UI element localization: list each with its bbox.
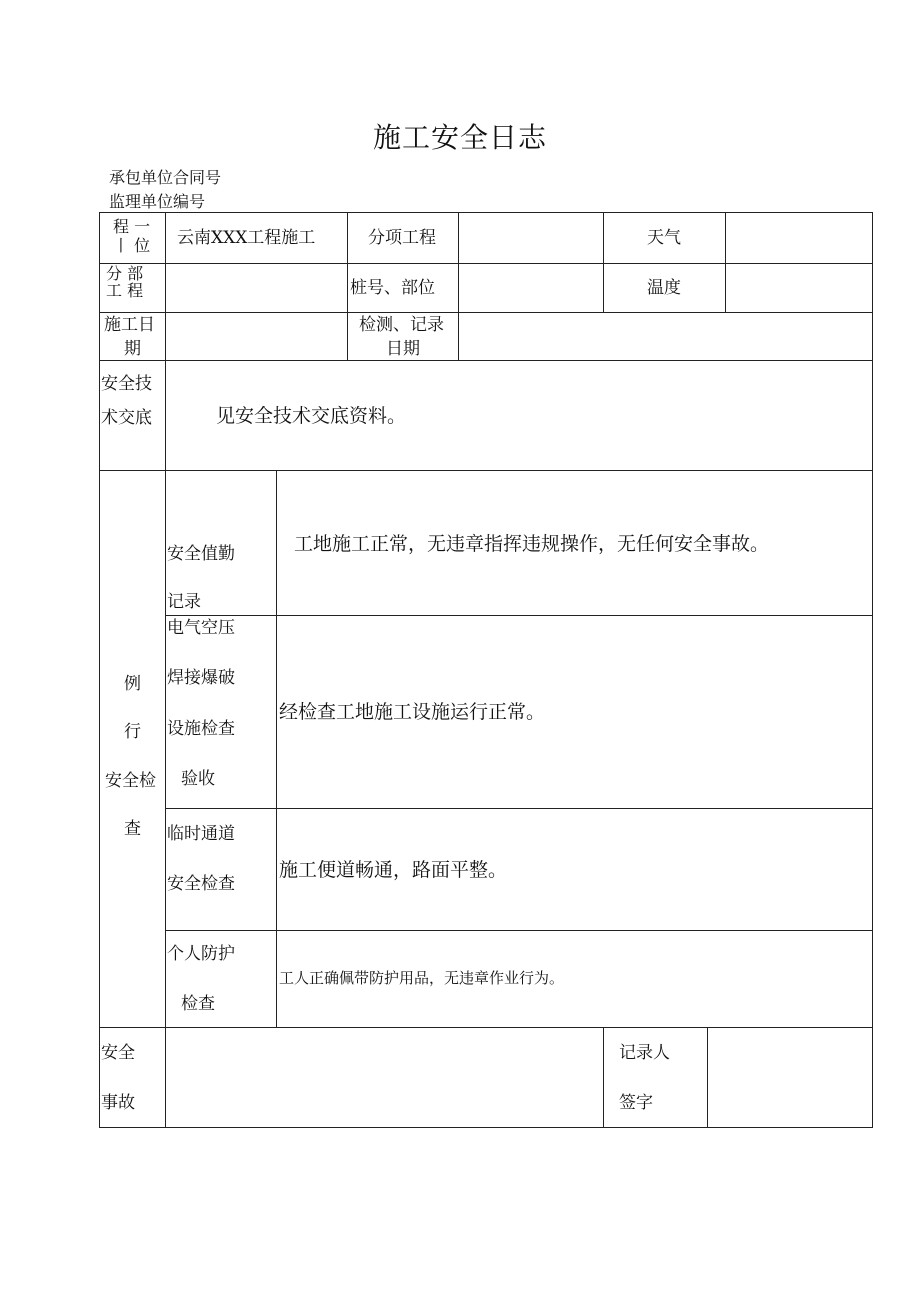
station-label: 桩号、部位 xyxy=(350,278,435,298)
rule-routine-end xyxy=(99,1027,873,1028)
date-label-top: 施工日 xyxy=(104,315,155,335)
rule-col2 xyxy=(347,212,348,361)
inspect-label-top: 检测、记录 xyxy=(359,315,444,335)
disclosure-label-top: 安全技 xyxy=(101,374,152,394)
rule-row1 xyxy=(99,263,873,264)
routine-label-1: 例 xyxy=(124,674,141,694)
unit-label-top: 程 一 xyxy=(113,217,151,236)
rule-accident-2 xyxy=(707,1027,708,1128)
routine-label-2: 行 xyxy=(124,722,141,742)
passage-content: 施工便道畅通，路面平整。 xyxy=(279,859,508,881)
equipment-label-1: 电气空压 xyxy=(167,618,235,638)
rule-routine-3 xyxy=(165,930,873,931)
duty-record-content: 工地施工正常，无违章指挥违规操作，无任何安全事故。 xyxy=(294,533,770,555)
rule-col1 xyxy=(165,212,166,1128)
passage-label-1: 临时通道 xyxy=(167,824,235,844)
routine-label-3: 安全检 xyxy=(105,771,156,791)
rule-row3 xyxy=(99,360,873,361)
rule-accident-1 xyxy=(603,1027,604,1128)
equipment-label-3: 设施检查 xyxy=(167,719,235,739)
rule-col4 xyxy=(603,212,604,313)
division-label-bottom: 工 程 xyxy=(106,281,144,300)
date-label-bottom: 期 xyxy=(124,339,141,359)
rule-left xyxy=(99,212,100,1128)
passage-label-2: 安全检查 xyxy=(167,874,235,894)
protection-label-2: 检查 xyxy=(181,994,215,1014)
disclosure-content: 见安全技术交底资料。 xyxy=(216,405,407,427)
rule-top xyxy=(99,212,873,213)
rule-right xyxy=(872,212,873,1128)
rule-routine-2 xyxy=(165,808,873,809)
equipment-label-4: 验收 xyxy=(181,769,215,789)
rule-disclosure xyxy=(99,470,873,471)
duty-record-label-2: 记录 xyxy=(167,592,201,612)
sub-item-label: 分项工程 xyxy=(368,228,436,248)
unit-label-bottom: 丨 位 xyxy=(113,236,151,255)
protection-content: 工人正确佩带防护用品，无违章作业行为。 xyxy=(279,969,565,987)
accident-label-top: 安全 xyxy=(101,1043,135,1063)
division-label-top: 分 部 xyxy=(106,264,144,283)
protection-label-1: 个人防护 xyxy=(167,944,235,964)
contract-no-label: 承包单位合同号 xyxy=(109,168,222,187)
rule-row2 xyxy=(99,312,873,313)
rule-routine-1 xyxy=(165,615,873,616)
page-title: 施工安全日志 xyxy=(372,121,547,154)
rule-bottom xyxy=(99,1127,873,1128)
recorder-label-top: 记录人 xyxy=(619,1043,670,1063)
recorder-label-bottom: 签字 xyxy=(619,1093,653,1113)
inspect-label-bottom: 日期 xyxy=(386,339,420,359)
accident-label-bottom: 事故 xyxy=(101,1093,135,1113)
temperature-label: 温度 xyxy=(647,278,681,298)
weather-label: 天气 xyxy=(647,228,681,248)
equipment-content: 经检查工地施工设施运行正常。 xyxy=(279,701,546,723)
equipment-label-2: 焊接爆破 xyxy=(167,668,235,688)
routine-label-4: 查 xyxy=(124,819,141,839)
rule-col3 xyxy=(458,212,459,361)
duty-record-label-1: 安全值勤 xyxy=(167,544,235,564)
rule-routine-label xyxy=(276,470,277,1028)
supervision-no-label: 监理单位编号 xyxy=(109,192,206,211)
disclosure-label-bottom: 术交底 xyxy=(101,408,152,428)
rule-col5 xyxy=(725,212,726,313)
unit-value: 云南XXX工程施工 xyxy=(177,228,316,248)
